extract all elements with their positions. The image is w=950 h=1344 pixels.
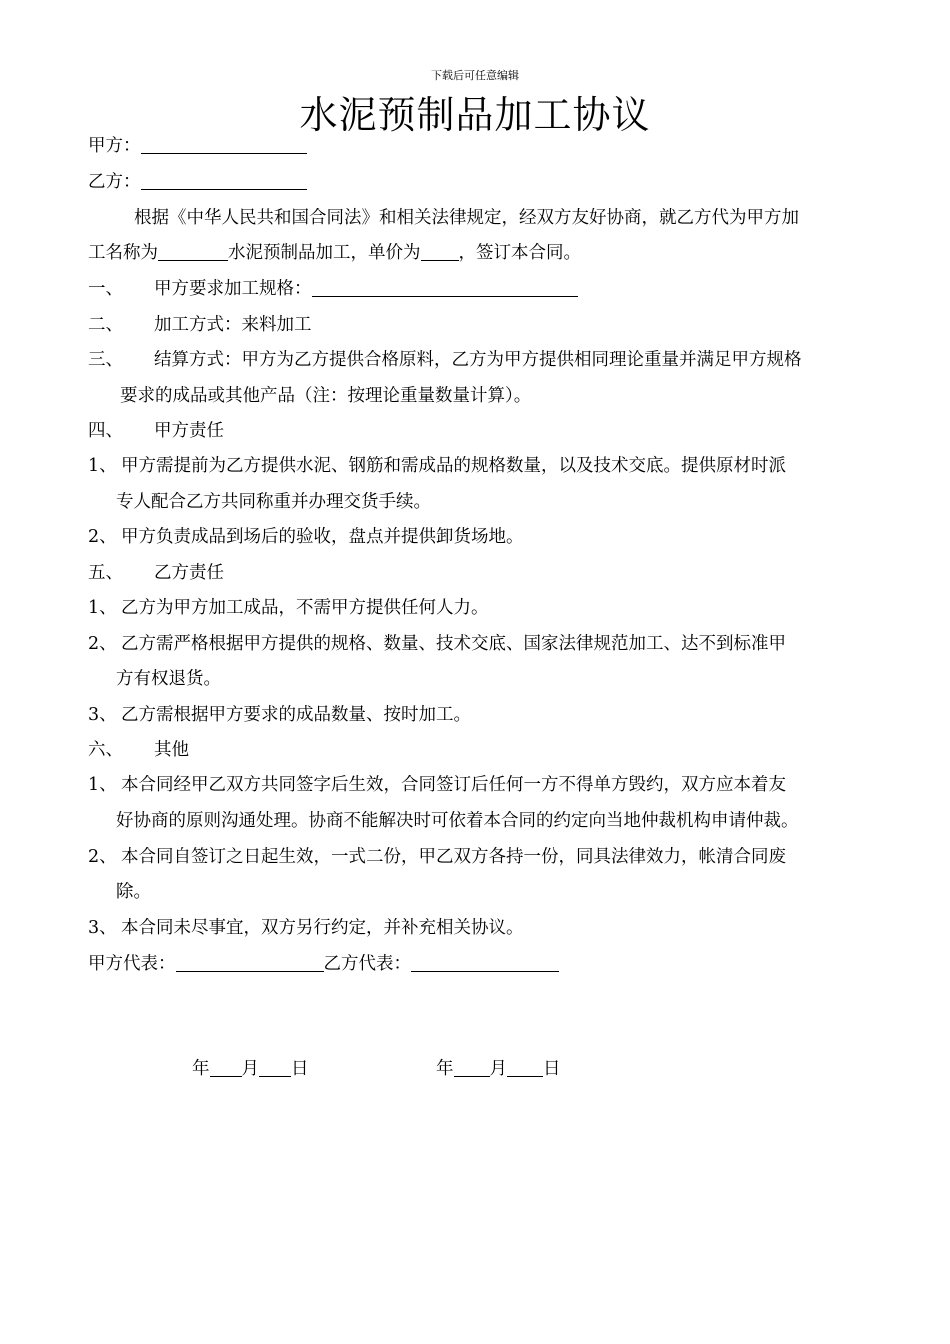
party-b-date: 年 月 日 (436, 1059, 561, 1079)
party-a-blank[interactable] (141, 135, 307, 154)
s6-item-2-line-2: 除。 (116, 882, 151, 902)
s4-item-2: 2、 甲方负责成品到场后的验收，盘点并提供卸货场地。 (88, 527, 524, 547)
section-6: 六、 其他 (88, 740, 189, 760)
s4-item-1: 1、 甲方需提前为乙方提供水泥、钢筋和需成品的规格数量，以及技术交底。提供原材时派 (88, 456, 786, 476)
party-b-row (88, 170, 307, 194)
s5-item-2: 2、 乙方需严格根据甲方提供的规格、数量、技术交底、国家法律规范加工、达不到标准甲 (88, 634, 786, 654)
process-name-blank[interactable] (158, 242, 228, 261)
s6-item-2: 2、 本合同自签订之日起生效，一式二份，甲乙双方各持一份，同具法律效力，帐清合同废 (88, 847, 786, 867)
party-b-rep-label: 乙方代表： (323, 954, 411, 974)
intro-line-2: 工名称为 水泥预制品加工，单价为 ，签订本合同。 (88, 243, 581, 263)
party-b-month-blank[interactable] (454, 1058, 490, 1077)
party-a-day-blank[interactable] (259, 1058, 291, 1077)
s5-item-2-line-2: 方有权退货。 (116, 669, 221, 689)
s4-item-1-line-2: 专人配合乙方共同称重并办理交货手续。 (116, 492, 431, 512)
s5-item-3: 3、 乙方需根据甲方要求的成品数量、按时加工。 (88, 705, 471, 725)
s6-item-1-line-2: 好协商的原则沟通处理。协商不能解决时可依着本合同的约定向当地仲裁机构申请仲裁。 (116, 811, 799, 831)
section-4: 四、 甲方责任 (88, 421, 224, 441)
s5-item-1: 1、 乙方为甲方加工成品，不需甲方提供任何人力。 (88, 598, 489, 618)
party-b-blank[interactable] (141, 171, 307, 190)
party-a-rep-blank[interactable] (176, 953, 324, 972)
signature-row (88, 952, 559, 976)
section-5: 五、 乙方责任 (88, 563, 224, 583)
section-1: 一、 甲方要求加工规格： (88, 277, 578, 301)
s6-item-1: 1、 本合同经甲乙双方共同签字后生效，合同签订后任何一方不得单方毁约，双方应本着友 (88, 775, 786, 795)
spec-blank[interactable] (312, 278, 578, 297)
party-b-rep-blank[interactable] (411, 953, 559, 972)
party-a-rep-label: 甲方代表： (88, 954, 176, 974)
s6-item-3: 3、 本合同未尽事宜，双方另行约定，并补充相关协议。 (88, 918, 524, 938)
header-note: 下载后可任意编辑 (431, 69, 519, 82)
section-3: 三、 结算方式：甲方为乙方提供合格原料，乙方为甲方提供相同理论重量并满足甲方规格 (88, 350, 802, 370)
section-2: 二、 加工方式：来料加工 (88, 315, 312, 335)
party-a-date: 年 月 日 (192, 1059, 309, 1079)
section-3-line-2: 要求的成品或其他产品（注：按理论重量数量计算）。 (120, 386, 532, 406)
unit-price-blank[interactable] (421, 242, 459, 261)
party-a-month-blank[interactable] (210, 1058, 242, 1077)
party-a-label: 甲方： (88, 136, 141, 156)
party-a-row (88, 134, 307, 158)
party-b-label: 乙方： (88, 172, 141, 192)
intro-line-1: 根据《中华人民共和国合同法》和相关法律规定，经双方友好协商，就乙方代为甲方加 (134, 208, 799, 228)
party-b-day-blank[interactable] (507, 1058, 543, 1077)
page-title: 水泥预制品加工协议 (299, 93, 651, 137)
